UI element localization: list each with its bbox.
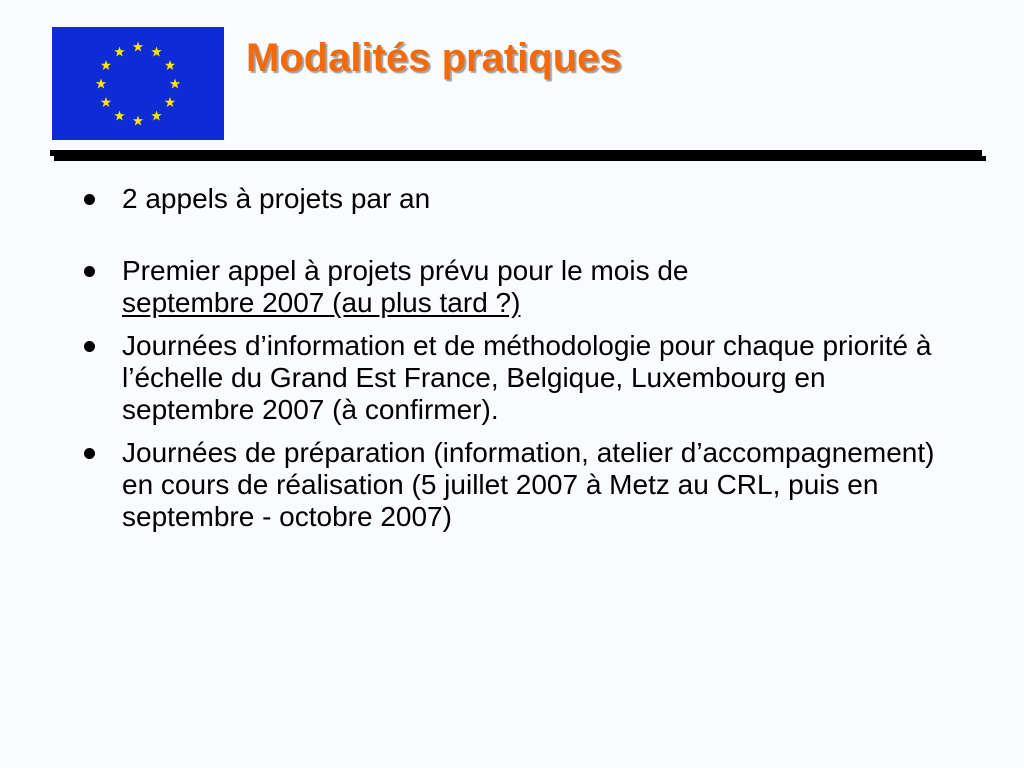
bullet-text: Journées de préparation (information, atelier d’accompagnement) en cours de réalisation (5 juillet 2007 à Metz au CRL, puis en septembre - octobre 2007): [122, 437, 935, 532]
bullet-text: 2 appels à projets par an: [122, 183, 431, 214]
bullet-item: [82, 183, 942, 215]
title-divider-shadow: [54, 156, 986, 161]
bullet-text: Premier appel à projets prévu pour le mois de: [122, 255, 689, 286]
bullet-underlined-text: septembre 2007 (au plus tard ?): [122, 287, 521, 318]
bullet-dot-icon: [84, 341, 95, 352]
bullet-dot-icon: [84, 194, 95, 205]
slide-title: Modalités pratiques: [246, 36, 622, 80]
bullet-dot-icon: [84, 266, 95, 277]
bullet-dot-icon: [84, 448, 95, 459]
bullet-item: [82, 437, 942, 533]
bullet-list: [82, 183, 942, 544]
bullet-item: [82, 330, 942, 426]
bullet-item: [82, 255, 942, 319]
bullet-text: Journées d’information et de méthodologie pour chaque priorité à l’échelle du Grand Est France, Belgique, Luxembourg en septembre 2007 (à confirmer).: [122, 330, 932, 425]
eu-flag-icon: [52, 27, 224, 140]
